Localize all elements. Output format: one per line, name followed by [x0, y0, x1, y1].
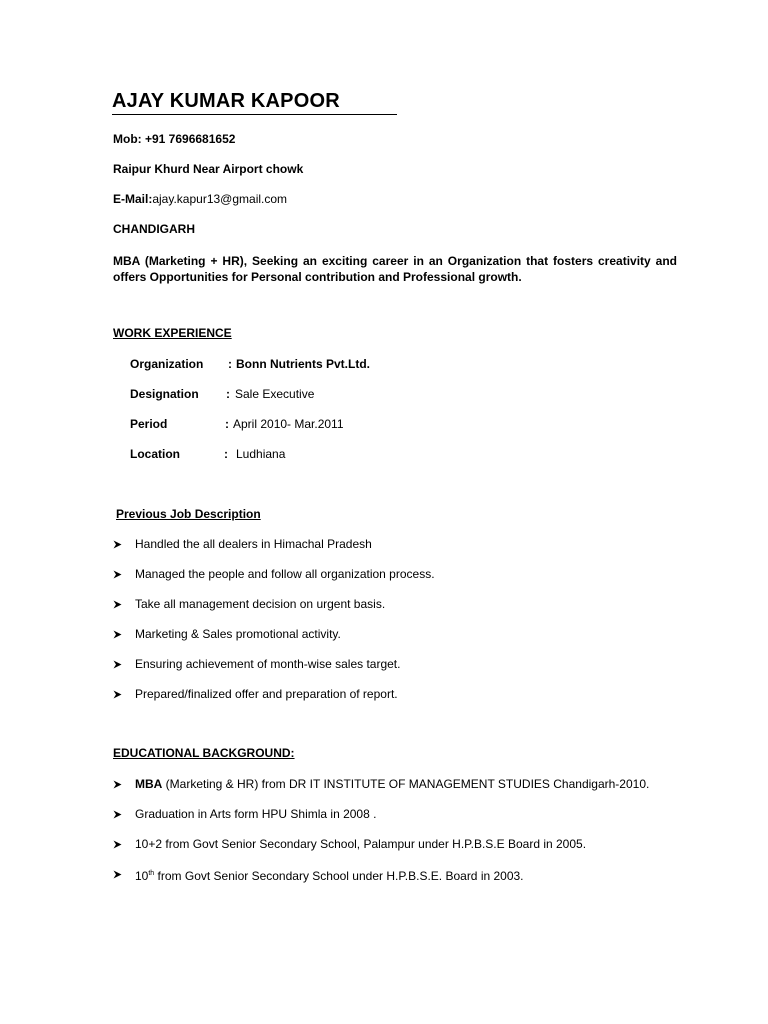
candidate-name: AJAY KUMAR KAPOOR [112, 90, 340, 112]
list-item-text: Take all management decision on urgent basis. [135, 597, 386, 611]
work-row-colon: : [226, 387, 230, 401]
education-heading: EDUCATIONAL BACKGROUND: [113, 746, 295, 760]
list-item-text [135, 776, 649, 792]
arrow-bullet-icon [113, 810, 122, 819]
email-line [113, 192, 287, 206]
arrow-bullet-icon [113, 870, 122, 879]
school-details: from Govt Senior Secondary School under H.P.B.S.E. Board in 2003. [154, 869, 524, 883]
arrow-bullet-icon [113, 540, 122, 549]
job-description-heading: Previous Job Description [116, 507, 261, 521]
arrow-bullet-icon [113, 840, 122, 849]
career-objective: MBA (Marketing + HR), Seeking an exciting career in an Organization that fosters creativity and offers Opportunities for Personal contribution and Professional growth. [113, 254, 677, 284]
email-label: E-Mail: [113, 192, 153, 206]
list-item-text: Managed the people and follow all organization process. [135, 567, 435, 581]
ordinal-suffix: th [148, 870, 155, 877]
city: CHANDIGARH [113, 222, 195, 236]
arrow-bullet-icon [113, 570, 122, 579]
work-row-colon: : [225, 417, 229, 431]
list-item-text: Marketing & Sales promotional activity. [135, 627, 341, 641]
address: Raipur Khurd Near Airport chowk [113, 162, 304, 176]
work-row-value: Ludhiana [236, 447, 286, 461]
email-address: ajay.kapur13@gmail.com [152, 192, 288, 206]
list-item-text: 10+2 from Govt Senior Secondary School, Palampur under H.P.B.S.E Board in 2005. [135, 837, 587, 851]
work-row-label: Period [130, 417, 168, 431]
work-row-label: Organization [130, 357, 204, 371]
arrow-bullet-icon [113, 630, 122, 639]
list-item-text: Ensuring achievement of month-wise sales target. [135, 657, 401, 671]
list-item-text: Prepared/finalized offer and preparation of report. [135, 687, 398, 701]
arrow-bullet-icon [113, 660, 122, 669]
degree-name: MBA [135, 777, 163, 791]
work-row-colon: : [224, 447, 228, 461]
mobile-number: Mob: +91 7696681652 [113, 132, 236, 146]
list-item-text: Graduation in Arts form HPU Shimla in 2008 . [135, 807, 377, 821]
list-item-text: Handled the all dealers in Himachal Pradesh [135, 537, 372, 551]
work-row-value: April 2010- Mar.2011 [233, 417, 344, 431]
arrow-bullet-icon [113, 780, 122, 789]
work-row-value: Sale Executive [235, 387, 315, 401]
name-underline [112, 114, 397, 115]
work-row-label: Designation [130, 387, 199, 401]
grade-number: 10 [135, 869, 149, 883]
work-row-value: Bonn Nutrients Pvt.Ltd. [236, 357, 370, 371]
work-experience-heading: WORK EXPERIENCE [113, 326, 232, 340]
arrow-bullet-icon [113, 690, 122, 699]
work-row-colon: : [228, 357, 232, 371]
arrow-bullet-icon [113, 600, 122, 609]
degree-details: (Marketing & HR) from DR IT INSTITUTE OF MANAGEMENT STUDIES Chandigarh-2010. [162, 777, 650, 791]
work-row-label: Location [130, 447, 180, 461]
list-item-text [135, 866, 524, 884]
